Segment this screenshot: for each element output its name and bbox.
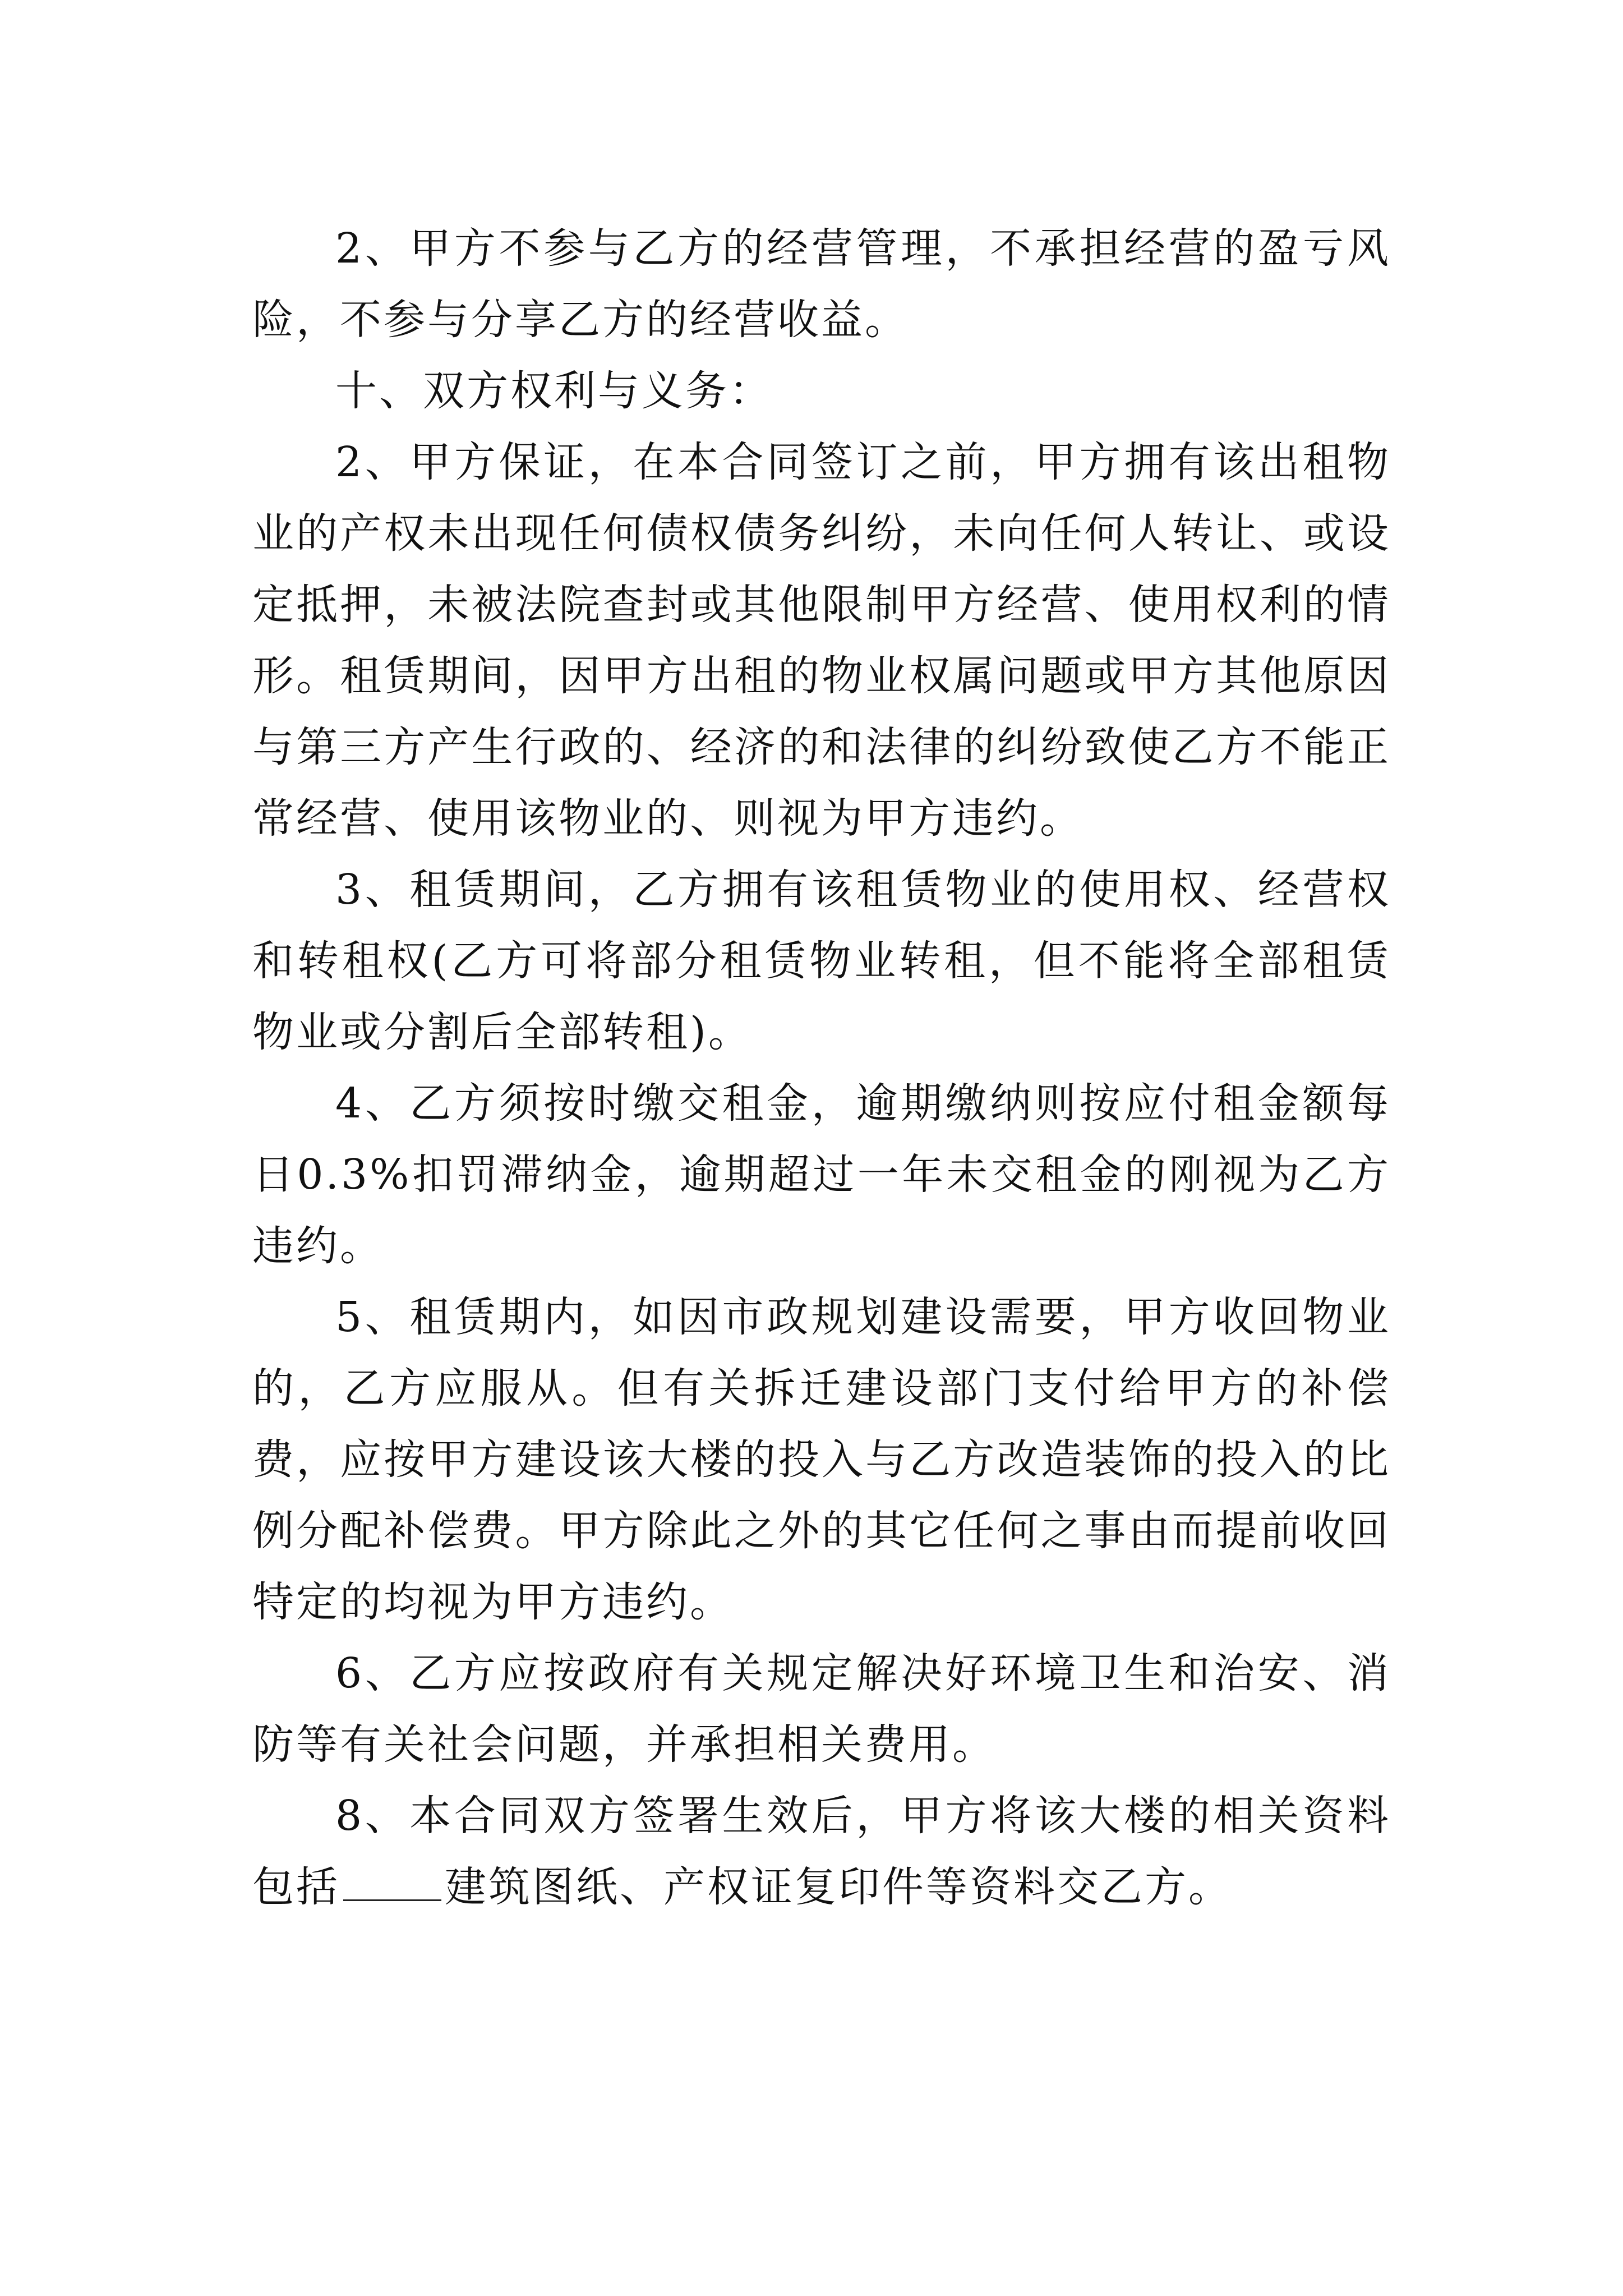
handover-text-after-blank: 建筑图纸、产权证复印件等资料交乙方。 [445,1863,1232,1911]
section-heading-rights-obligations: 十、双方权利与义务： [335,367,773,415]
paragraph-early-repossession: 5、租赁期内，如因市政规划建设需要，甲方收回物业的，乙方应服从。但有关拆迁建设部门支付给甲方的补偿费，应按甲方建设该大楼的投入与乙方改造装饰的投入的比例分配补偿费。甲方除此之外的其它任何之事由而提前收回特定的均视为甲方违约。 [252,1293,1391,1626]
paragraph-rent-payment: 4、乙方须按时缴交租金，逾期缴纳则按应付租金额每日0.3%扣罚滞纳金，逾期超过一年未交租金的刚视为乙方违约。 [252,1079,1391,1270]
paragraph-document-handover [252,1780,1391,1923]
paragraph-sanitation-security: 6、乙方应按政府有关规定解决好环境卫生和治安、消防等有关社会问题，并承担相关费用。 [252,1649,1391,1769]
handover-text-before-blank: 8、本合同双方签署生效后，甲方将该大楼的相关资料包括 [252,1792,1391,1911]
paragraph-lessee-rights: 3、租赁期间，乙方拥有该租赁物业的使用权、经营权和转租权(乙方可将部分租赁物业转租，但不能将全部租赁物业或分割后全部转租)。 [252,866,1391,1056]
paragraph-lessor-guarantee: 2、甲方保证，在本合同签订之前，甲方拥有该出租物业的产权未出现任何债权债务纠纷，未向任何人转让、或设定抵押，未被法院查封或其他限制甲方经营、使用权利的情形。租赁期间，因甲方出租的物业权属问题或甲方其他原因与第三方产生行政的、经济的和法律的纠纷致使乙方不能正常经营、使用该物业的、则视为甲方违约。 [252,438,1391,843]
document-body [252,213,1391,1923]
paragraph-no-profit-sharing: 2、甲方不参与乙方的经营管理，不承担经营的盈亏风险，不参与分享乙方的经营收益。 [252,224,1391,344]
fill-in-blank-line [343,1865,441,1901]
